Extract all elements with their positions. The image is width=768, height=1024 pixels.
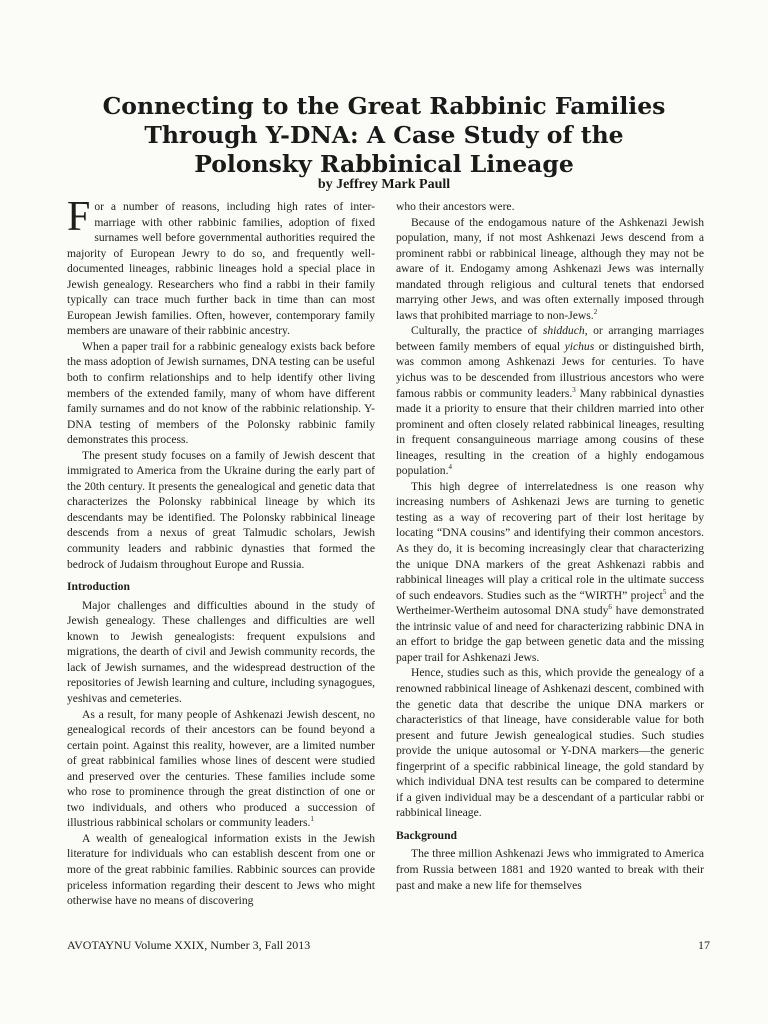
paragraph: Hence, studies such as this, which provide the genealogy of a renowned rabbinical lineage of Ashkenazi descent, combined with the genetic data that describe the unique DNA markers or characteristics of that lineage, have considerable value for both present and future Jewish genealogical studies. Such studies provide the unique autosomal or Y-DNA markers—the generic fingerprint of a specific rabbinical lineage, the gold standard by which individual DNA test results can be compared to determine if a given individual may be a descendant of a particular rabbi or rabbinical lineage. xyxy=(396,666,704,820)
page-number: 17 xyxy=(698,938,710,952)
paragraph-text: or distinguished birth, was common among Ashkenazi Jews for centuries. To have yichus was to be descended from illustrious ancestors who were famous rabbis or community leaders. xyxy=(396,339,704,400)
footnote-ref: 5 xyxy=(662,587,667,596)
paragraph-text: Because of the endogamous nature of the Ashkenazi Jewish population, many, if not most Ashkenazi Jews descend from a prominent rabbi or rabbinical lineage, although they may not be aware of it. Endogamy among Ashkenazi Jews was internally mandated through religious and cultural tenets that endorsed marrying other Jews, and was often externally imposed through laws that prohibited marriage to non-Jews. xyxy=(396,215,704,322)
section-heading-background: Background xyxy=(396,828,457,842)
paragraph-text: Culturally, the practice of xyxy=(411,324,543,338)
paragraph-text: , or arranging marriages between family members of equal xyxy=(396,324,704,353)
paragraph-text: have demonstrated the intrinsic value of and need for characterizing rabbinic DNA in an effort to bridge the gap between genetic data and the missing paper trail for Ashkenazi Jews. xyxy=(396,604,704,664)
paragraph-text: and the Wertheimer-Wertheim autosomal DNA study xyxy=(396,588,705,618)
footnote-ref: 4 xyxy=(448,463,452,472)
italic-term: shidduch xyxy=(542,324,585,338)
right-column xyxy=(396,199,704,893)
footnote-ref: 2 xyxy=(593,307,598,316)
paragraph xyxy=(396,215,704,324)
left-column xyxy=(67,194,375,909)
footnote-ref: 3 xyxy=(572,385,576,394)
paragraph-text: Many rabbinical dynasties made it a priority to ensure that their children married into other prominent and often closely related rabbinical lineages, resulting in frequent consanguineous marriage among cousins of these lineages, resulting in the creation of a highly endogamous population. xyxy=(396,386,704,478)
paragraph: A wealth of genealogical information exists in the Jewish literature for individuals who can establish descent from one or more of the great rabbinic families. Rabbinic sources can provide priceless information regarding their descent to Jews who might otherwise have no means of discovering xyxy=(67,831,375,908)
article-title xyxy=(40,92,728,179)
paragraph: The present study focuses on a family of Jewish descent that immigrated to America from the Ukraine during the early part of the 20th century. It presents the genealogical and genetic data that characterizes the Polonsky rabbinical lineage by which its descendants may be identified. The Polonsky rabbinical lineage descends from a nexus of great Talmudic scholars, Jewish community leaders and rabbinic dynasties that formed the bedrock of Judaism throughout Europe and Russia. xyxy=(67,448,375,571)
author-byline: by Jeffrey Mark Paull xyxy=(317,177,451,192)
paragraph xyxy=(67,707,375,831)
paragraph: The three million Ashkenazi Jews who immigrated to America from Russia between 1881 and 1920 wanted to break with their past and make a new life for themselves xyxy=(396,847,704,892)
title-line-1: Connecting to the Great Rabbinic Families xyxy=(102,92,666,120)
paragraph: who their ancestors were. xyxy=(396,200,515,213)
italic-term: yichus xyxy=(564,339,595,353)
paragraph xyxy=(396,323,704,478)
paragraph xyxy=(396,479,704,666)
paragraph-text: As a result, for many people of Ashkenazi Jewish descent, no genealogical records of their ancestors can be found beyond a certain point. Against this reality, however, are a limited number of great rabbinical families whose lines of descent were studied and preserved over the centuries. These families include some who rose to prominence through the great distinction of one or two individuals, and others who produced a succession of illustrious rabbinical scholars or community leaders. xyxy=(67,707,375,830)
drop-cap: F xyxy=(67,194,91,240)
paragraph: Major challenges and difficulties abound in the study of Jewish genealogy. These challenges and difficulties are well known to Jewish genealogists: frequent expulsions and migrations, the dearth of civil and Jewish community records, the lack of Jewish surnames, and the widespread destruction of the repositories of Jewish learning and culture, including synagogues, yeshivas and cemeteries. xyxy=(67,598,375,705)
footnote-ref: 1 xyxy=(310,815,314,824)
paragraph-text: or a number of reasons, including high rates of inter-marriage with other rabbinic families, adoption of fixed surnames well before governmental authorities required the majority of European Jewry to do so, and frequently well-documented lineages, rabbinic lineages hold a special place in Jewish genealogy. Researchers who find a rabbi in their family typically can trace much further back in time than can most European Jewish families. Often, however, contemporary family members are unaware of their rabbinic ancestry. xyxy=(67,200,375,338)
section-heading-introduction: Introduction xyxy=(67,580,130,594)
journal-footer: AVOTAYNU Volume XXIX, Number 3, Fall 2013 xyxy=(67,938,311,952)
paragraph xyxy=(67,194,375,339)
paragraph-text: This high degree of interrelatedness is one reason why increasing numbers of Ashkenazi Jews are turning to genetic testing as a way of recovering part of their lost heritage by locating “DNA cousins” and identifying their common ancestors. As they do, it is becoming increasingly clear that characterizing the unique DNA markers of the great Ashkenazi rabbis and rabbinical lineages will play a critical role in the ultimate success of such endeavors. Studies such as the “WIRTH” project xyxy=(396,479,704,602)
paragraph: When a paper trail for a rabbinic genealogy exists back before the mass adoption of Jewish surnames, DNA testing can be useful both to confirm relationships and to help identify other living members of the extended family, many of whom have different family surnames and do not know of the rabbinic relationship. Y-DNA testing of members of the Polonsky rabbinic family demonstrates this process. xyxy=(67,339,375,447)
title-line-2: Through Y-DNA: A Case Study of the xyxy=(144,121,624,149)
footnote-ref: 6 xyxy=(608,603,612,612)
title-line-3: Polonsky Rabbinical Lineage xyxy=(194,150,574,178)
